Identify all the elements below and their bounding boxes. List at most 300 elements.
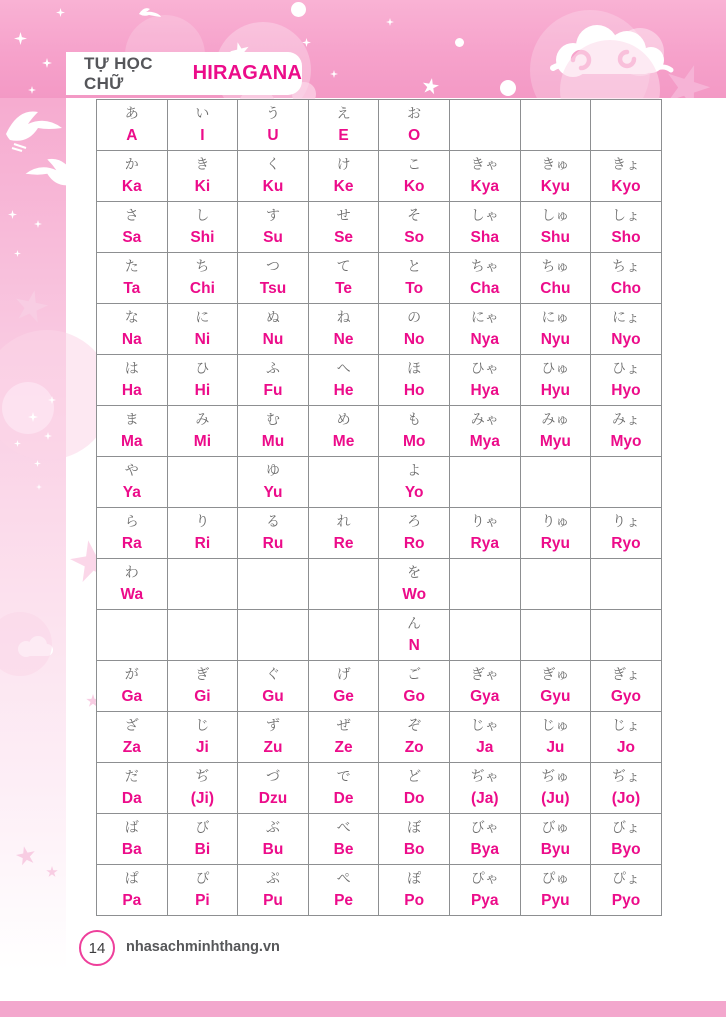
kana-char xyxy=(591,461,661,482)
kana-char: ぢょ xyxy=(611,769,640,785)
romaji-label: Pu xyxy=(263,892,283,909)
kana-cell xyxy=(308,355,379,406)
kana-char: さ xyxy=(124,208,139,224)
kana-char: ば xyxy=(124,820,139,836)
romaji-label: Cho xyxy=(610,280,642,297)
kana-cell xyxy=(591,253,662,304)
romaji-label: O xyxy=(408,127,421,144)
romaji-label: Pyu xyxy=(541,892,570,909)
kana-cell xyxy=(379,151,450,202)
kana-cell xyxy=(449,202,520,253)
kana-cell xyxy=(520,661,591,712)
table-row xyxy=(97,202,662,253)
sparkle-icon xyxy=(28,86,36,94)
kana-cell xyxy=(167,559,238,610)
kana-cell xyxy=(379,253,450,304)
kana-cell xyxy=(591,406,662,457)
hiragana-table xyxy=(96,99,662,916)
kana-cell xyxy=(520,559,591,610)
romaji-label: Wa xyxy=(120,586,144,603)
table-row xyxy=(97,406,662,457)
kana-char: ちゃ xyxy=(470,259,499,275)
kana-cell xyxy=(379,814,450,865)
kana-cell xyxy=(449,661,520,712)
table-row xyxy=(97,712,662,763)
kana-cell xyxy=(379,865,450,916)
bottom-pink-bar xyxy=(0,1001,726,1017)
romaji-label: (Ji) xyxy=(190,790,215,807)
romaji-label xyxy=(591,125,661,146)
romaji-label: Cha xyxy=(470,280,500,297)
kana-cell xyxy=(520,763,591,814)
kana-cell xyxy=(591,202,662,253)
kana-cell xyxy=(449,304,520,355)
kana-char: ひゅ xyxy=(541,361,570,377)
romaji-label: Pe xyxy=(334,892,354,909)
kana-char xyxy=(450,563,520,584)
kana-cell xyxy=(308,712,379,763)
kana-cell xyxy=(308,457,379,508)
kana-char: ちょ xyxy=(611,259,640,275)
romaji-label: Da xyxy=(121,790,142,807)
romaji-label: Shu xyxy=(540,229,570,246)
kana-char xyxy=(238,614,308,635)
kana-cell xyxy=(97,814,168,865)
table-row xyxy=(97,100,662,151)
kana-char: ぱ xyxy=(124,871,139,887)
kana-char xyxy=(238,563,308,584)
romaji-label: U xyxy=(267,127,279,144)
table-row xyxy=(97,151,662,202)
kana-cell xyxy=(97,253,168,304)
kana-char: で xyxy=(336,769,351,785)
kana-cell xyxy=(379,457,450,508)
romaji-label: (Ju) xyxy=(541,790,570,807)
kana-char xyxy=(521,563,591,584)
kana-cell xyxy=(520,202,591,253)
romaji-label: A xyxy=(126,127,138,144)
kana-cell xyxy=(449,406,520,457)
kana-cell xyxy=(520,100,591,151)
kana-cell xyxy=(379,100,450,151)
kana-char: る xyxy=(265,514,280,530)
romaji-label: Yo xyxy=(404,484,424,501)
kana-char: ぎゅ xyxy=(541,667,570,683)
kana-char: びょ xyxy=(611,820,640,836)
romaji-label: Chi xyxy=(189,280,215,297)
bubble xyxy=(2,382,54,434)
romaji-label: Dzu xyxy=(258,790,288,807)
romaji-label xyxy=(521,584,591,605)
hiragana-chart xyxy=(96,99,662,916)
kana-cell xyxy=(97,304,168,355)
kana-char: ぼ xyxy=(407,820,422,836)
romaji-label xyxy=(450,635,520,656)
kana-cell xyxy=(238,508,309,559)
kana-cell xyxy=(379,406,450,457)
romaji-label xyxy=(521,635,591,656)
kana-char: ほ xyxy=(407,361,422,377)
romaji-label: Ge xyxy=(333,688,354,705)
kana-char xyxy=(168,461,238,482)
kana-cell xyxy=(449,355,520,406)
romaji-label: Zo xyxy=(404,739,424,756)
romaji-label xyxy=(450,584,520,605)
bird-icon xyxy=(138,4,162,18)
romaji-label: I xyxy=(200,127,205,144)
romaji-label xyxy=(238,635,308,656)
romaji-label xyxy=(238,584,308,605)
kana-char: ね xyxy=(336,310,351,326)
kana-cell xyxy=(167,304,238,355)
kana-cell xyxy=(449,865,520,916)
kana-char: ろ xyxy=(407,514,422,530)
romaji-label: Hyu xyxy=(540,382,570,399)
kana-cell xyxy=(167,151,238,202)
romaji-label: Nyu xyxy=(540,331,570,348)
table-row xyxy=(97,253,662,304)
kana-cell xyxy=(238,151,309,202)
romaji-label xyxy=(521,125,591,146)
title-main: HIRAGANA xyxy=(192,62,302,84)
romaji-label: Sha xyxy=(470,229,499,246)
romaji-label: Ga xyxy=(121,688,143,705)
kana-cell xyxy=(238,763,309,814)
kana-char: しゃ xyxy=(470,208,499,224)
kana-char: みゃ xyxy=(470,412,499,428)
romaji-label: Me xyxy=(332,433,355,450)
kana-char: にょ xyxy=(612,310,640,326)
kana-cell xyxy=(591,814,662,865)
kana-cell xyxy=(167,814,238,865)
romaji-label: Kyo xyxy=(611,178,641,195)
kana-cell xyxy=(379,610,450,661)
kana-cell xyxy=(238,355,309,406)
kana-cell xyxy=(167,865,238,916)
romaji-label: Ni xyxy=(194,331,211,348)
romaji-label: Gyu xyxy=(540,688,571,705)
romaji-label: Kya xyxy=(470,178,499,195)
romaji-label: Pya xyxy=(470,892,499,909)
kana-cell xyxy=(520,865,591,916)
kana-char: す xyxy=(265,208,280,224)
kana-char: ひょ xyxy=(611,361,640,377)
kana-char: そ xyxy=(407,208,422,224)
romaji-label: Ke xyxy=(333,178,354,195)
kana-cell xyxy=(308,661,379,712)
romaji-label: Ya xyxy=(122,484,141,501)
table-body xyxy=(97,100,662,916)
sparkle-icon xyxy=(386,18,394,26)
kana-char: ど xyxy=(407,769,422,785)
kana-char xyxy=(309,563,379,584)
kana-cell xyxy=(238,865,309,916)
kana-char xyxy=(450,461,520,482)
kana-char: わ xyxy=(124,565,139,581)
romaji-label: Byu xyxy=(540,841,570,858)
romaji-label: Te xyxy=(335,280,353,297)
romaji-label: Ko xyxy=(403,178,425,195)
kana-cell xyxy=(97,202,168,253)
kana-cell xyxy=(238,406,309,457)
kana-char: ふ xyxy=(265,361,280,377)
kana-cell xyxy=(308,610,379,661)
kana-char: か xyxy=(124,157,139,173)
romaji-label: Hyo xyxy=(611,382,641,399)
kana-cell xyxy=(308,304,379,355)
kana-char: しゅ xyxy=(541,208,570,224)
romaji-label: Ro xyxy=(403,535,425,552)
romaji-label xyxy=(450,482,520,503)
kana-char: み xyxy=(195,412,210,428)
kana-cell xyxy=(97,457,168,508)
kana-cell xyxy=(591,712,662,763)
kana-cell xyxy=(167,457,238,508)
kana-char: ざ xyxy=(124,718,139,734)
kana-cell xyxy=(238,100,309,151)
romaji-label: Mya xyxy=(469,433,500,450)
kana-cell xyxy=(591,355,662,406)
kana-cell xyxy=(591,865,662,916)
romaji-label: Chu xyxy=(540,280,571,297)
romaji-label: Bya xyxy=(470,841,499,858)
kana-char: りょ xyxy=(611,514,640,530)
kana-char: きょ xyxy=(611,157,640,173)
kana-char: だ xyxy=(124,769,139,785)
kana-char: ひ xyxy=(195,361,210,377)
kana-char: つ xyxy=(265,259,280,275)
romaji-label: Ba xyxy=(121,841,142,858)
kana-cell xyxy=(520,151,591,202)
romaji-label: Be xyxy=(333,841,354,858)
kana-cell xyxy=(379,304,450,355)
romaji-label: Na xyxy=(121,331,142,348)
kana-char xyxy=(521,614,591,635)
kana-char: ぴゃ xyxy=(470,871,499,887)
kana-char: ぐ xyxy=(265,667,280,683)
kana-char: じょ xyxy=(611,718,640,734)
kana-cell xyxy=(238,712,309,763)
kana-char: め xyxy=(336,412,351,428)
romaji-label: Ryu xyxy=(540,535,570,552)
romaji-label: Ju xyxy=(546,739,565,756)
kana-char: ぎょ xyxy=(611,667,640,683)
romaji-label: Byo xyxy=(611,841,641,858)
page-number-badge xyxy=(79,930,115,966)
table-row xyxy=(97,304,662,355)
kana-cell xyxy=(520,304,591,355)
kana-char: づ xyxy=(265,769,280,785)
sparkle-icon xyxy=(56,8,65,17)
kana-cell xyxy=(591,151,662,202)
kana-cell xyxy=(167,406,238,457)
kana-cell xyxy=(449,508,520,559)
sparkle-icon xyxy=(14,32,27,45)
kana-char: ぢ xyxy=(195,769,210,785)
kana-char: ぜ xyxy=(336,718,351,734)
romaji-label: Do xyxy=(403,790,425,807)
kana-char: け xyxy=(336,157,351,173)
kana-char: も xyxy=(407,412,422,428)
kana-cell xyxy=(379,202,450,253)
romaji-label xyxy=(450,125,520,146)
kana-char: ち xyxy=(195,259,210,275)
kana-cell xyxy=(449,253,520,304)
romaji-label: Hya xyxy=(470,382,499,399)
kana-char: ひゃ xyxy=(470,361,499,377)
romaji-label: So xyxy=(404,229,425,246)
kana-char: ぢゅ xyxy=(541,769,570,785)
kana-cell xyxy=(449,712,520,763)
romaji-label: Hi xyxy=(194,382,211,399)
kana-char: しょ xyxy=(611,208,640,224)
kana-char: みょ xyxy=(611,412,640,428)
romaji-label: (Jo) xyxy=(611,790,641,807)
kana-cell xyxy=(379,763,450,814)
kana-char: な xyxy=(124,310,139,326)
kana-char xyxy=(521,461,591,482)
table-row xyxy=(97,865,662,916)
table-row xyxy=(97,508,662,559)
romaji-label xyxy=(168,482,238,503)
table-row xyxy=(97,763,662,814)
kana-cell xyxy=(591,763,662,814)
romaji-label: Nya xyxy=(470,331,499,348)
kana-char: ぴ xyxy=(195,871,210,887)
kana-char: は xyxy=(124,361,139,377)
romaji-label xyxy=(309,635,379,656)
kana-char: ぎゃ xyxy=(470,667,499,683)
kana-cell xyxy=(167,763,238,814)
kana-char: や xyxy=(124,463,139,479)
kana-char: ぎ xyxy=(195,667,210,683)
romaji-label: Ha xyxy=(121,382,142,399)
kana-cell xyxy=(379,712,450,763)
table-row xyxy=(97,814,662,865)
kana-char: ぶ xyxy=(265,820,280,836)
bird-icon xyxy=(22,148,78,196)
romaji-label: Gi xyxy=(194,688,211,705)
kana-char: みゅ xyxy=(541,412,570,428)
kana-char: きゃ xyxy=(470,157,499,173)
romaji-label xyxy=(309,584,379,605)
bird-icon xyxy=(4,100,66,152)
romaji-label: Go xyxy=(403,688,425,705)
kana-char: ま xyxy=(124,412,139,428)
kana-char: びゃ xyxy=(470,820,499,836)
kana-cell xyxy=(97,508,168,559)
kana-cell xyxy=(167,253,238,304)
kana-char: きゅ xyxy=(541,157,570,173)
kana-cell xyxy=(308,559,379,610)
kana-cell xyxy=(238,202,309,253)
romaji-label xyxy=(591,482,661,503)
kana-cell xyxy=(167,610,238,661)
kana-cell xyxy=(238,814,309,865)
romaji-label: (Ja) xyxy=(470,790,499,807)
kana-char: う xyxy=(265,106,280,122)
kana-char: た xyxy=(124,259,139,275)
kana-cell xyxy=(167,661,238,712)
kana-char: じゅ xyxy=(541,718,570,734)
kana-char: ご xyxy=(407,667,422,683)
kana-cell xyxy=(238,559,309,610)
kana-char xyxy=(450,614,520,635)
romaji-label xyxy=(168,635,238,656)
romaji-label: Ne xyxy=(333,331,354,348)
romaji-label: Shi xyxy=(190,229,215,246)
table-row xyxy=(97,457,662,508)
kana-char xyxy=(168,614,238,635)
page-footer xyxy=(0,925,726,971)
kana-char: ぞ xyxy=(407,718,422,734)
kana-char: ぬ xyxy=(265,310,280,326)
kana-char: を xyxy=(407,565,422,581)
kana-cell xyxy=(97,151,168,202)
romaji-label: Mi xyxy=(193,433,211,450)
kana-char: じゃ xyxy=(470,718,499,734)
kana-cell xyxy=(308,508,379,559)
romaji-label: Bo xyxy=(403,841,425,858)
kana-char xyxy=(591,104,661,125)
kana-char: ちゅ xyxy=(541,259,570,275)
romaji-label: Nyo xyxy=(611,331,641,348)
kana-char: が xyxy=(124,667,139,683)
table-row xyxy=(97,559,662,610)
kana-cell xyxy=(379,355,450,406)
page-title xyxy=(66,52,302,95)
romaji-label: Ri xyxy=(194,535,211,552)
kana-char: き xyxy=(195,157,210,173)
romaji-label: Zu xyxy=(263,739,283,756)
romaji-label: Ra xyxy=(121,535,142,552)
kana-char: ぺ xyxy=(336,871,351,887)
kana-cell xyxy=(308,100,379,151)
romaji-label: Myo xyxy=(610,433,642,450)
kana-cell xyxy=(379,508,450,559)
kana-char: りゃ xyxy=(470,514,499,530)
kana-char: お xyxy=(407,106,422,122)
kana-char: い xyxy=(195,106,210,122)
table-row xyxy=(97,661,662,712)
kana-cell xyxy=(238,253,309,304)
star-icon xyxy=(421,77,441,97)
kana-cell xyxy=(97,406,168,457)
kana-char: こ xyxy=(407,157,422,173)
kana-cell xyxy=(520,712,591,763)
romaji-label xyxy=(97,635,167,656)
romaji-label: Fu xyxy=(263,382,283,399)
kana-cell xyxy=(379,661,450,712)
kana-char xyxy=(521,104,591,125)
romaji-label xyxy=(521,482,591,503)
kana-char: ん xyxy=(407,616,422,632)
kana-char xyxy=(168,563,238,584)
kana-char: ゆ xyxy=(265,463,280,479)
kana-cell xyxy=(449,763,520,814)
romaji-label: Ku xyxy=(262,178,284,195)
kana-char: し xyxy=(195,208,210,224)
romaji-label: Ka xyxy=(121,178,142,195)
romaji-label: He xyxy=(333,382,354,399)
kana-char: にゃ xyxy=(470,310,499,326)
romaji-label: Ji xyxy=(195,739,209,756)
kana-cell xyxy=(308,865,379,916)
kana-cell xyxy=(167,202,238,253)
romaji-label: Kyu xyxy=(540,178,570,195)
kana-cell xyxy=(520,508,591,559)
kana-char: と xyxy=(407,259,422,275)
